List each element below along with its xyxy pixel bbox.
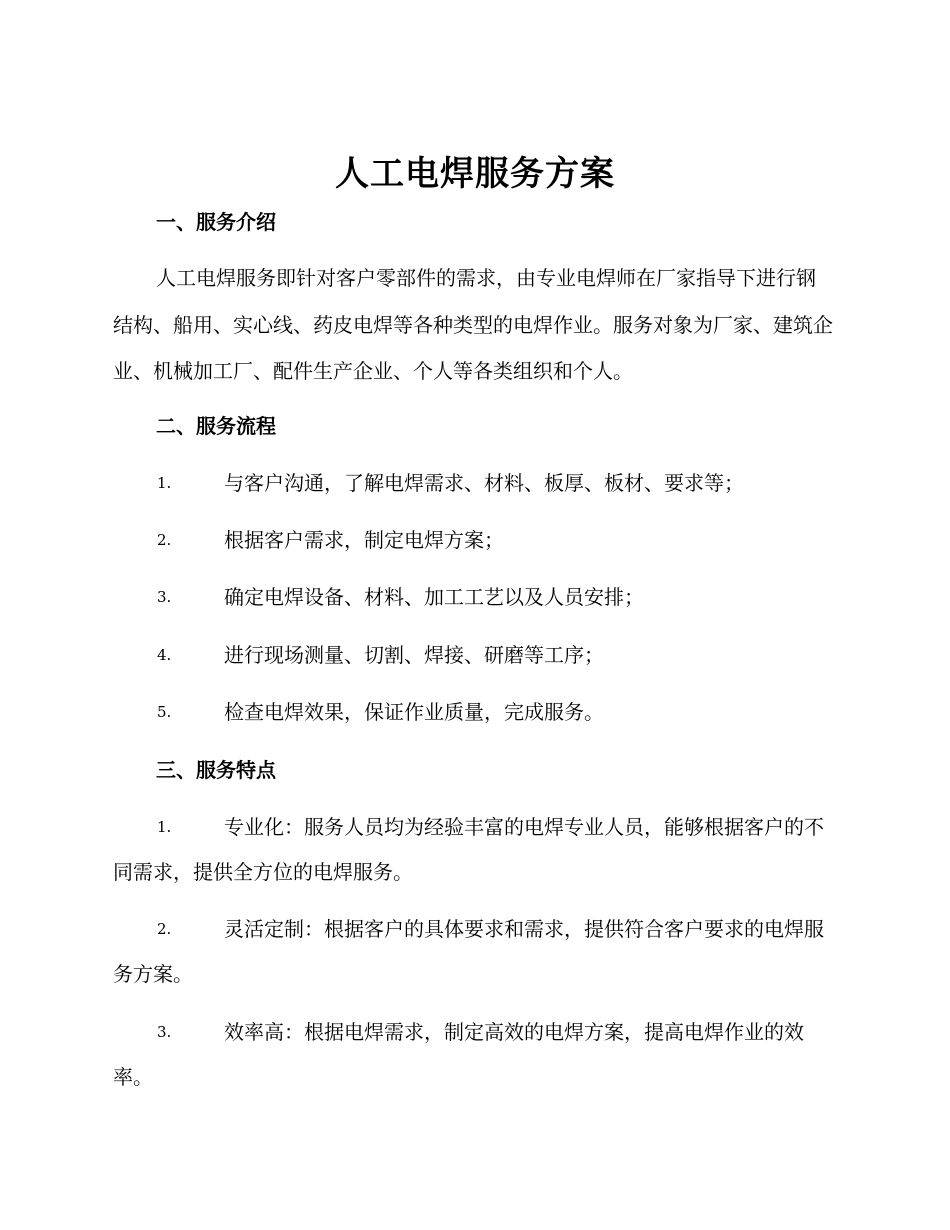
list-item-text: 进行现场测量、切割、焊接、研磨等工序； — [224, 643, 604, 667]
list-item-number: 3. — [157, 588, 172, 606]
list-item-number: 2. — [157, 531, 172, 549]
list-item-text: 与客户沟通，了解电焊需求、材料、板厚、板材、要求等； — [224, 471, 744, 495]
list-item-number: 5. — [157, 703, 172, 721]
list-item-text: 根据客户需求，制定电焊方案； — [224, 528, 504, 552]
document-title: 人工电焊服务方案 — [335, 154, 615, 194]
feature-item-number: 1. — [157, 818, 172, 836]
list-item-text: 确定电焊设备、材料、加工工艺以及人员安排； — [224, 585, 644, 609]
feature-item-text: 灵活定制：根据客户的具体要求和需求，提供符合客户要求的电焊服务方案。 — [113, 917, 824, 986]
section-paragraph-intro: 人工电焊服务即针对客户零部件的需求，由专业电焊师在厂家指导下进行钢结构、船用、实心线、药皮电焊等各种类型的电焊作业。服务对象为厂家、建筑企业、机械加工厂、配件生产企业、个人等各类组织和个人。 — [113, 266, 833, 383]
list-item-number: 1. — [157, 474, 172, 492]
feature-item-text: 专业化：服务人员均为经验丰富的电焊专业人员，能够根据客户的不同需求，提供全方位的电焊服务。 — [113, 815, 824, 884]
section-heading-features: 三、服务特点 — [156, 758, 276, 782]
feature-item-number: 2. — [157, 920, 172, 938]
list-item-number: 4. — [157, 646, 172, 664]
section-heading-intro: 一、服务介绍 — [156, 210, 276, 234]
feature-item-text: 效率高：根据电焊需求，制定高效的电焊方案，提高电焊作业的效率。 — [113, 1020, 804, 1089]
feature-item — [113, 1010, 833, 1100]
section-heading-process: 二、服务流程 — [156, 414, 276, 438]
feature-item — [113, 907, 833, 997]
feature-item — [113, 805, 833, 895]
feature-item-number: 3. — [157, 1023, 172, 1041]
list-item-text: 检查电焊效果，保证作业质量，完成服务。 — [224, 700, 604, 724]
